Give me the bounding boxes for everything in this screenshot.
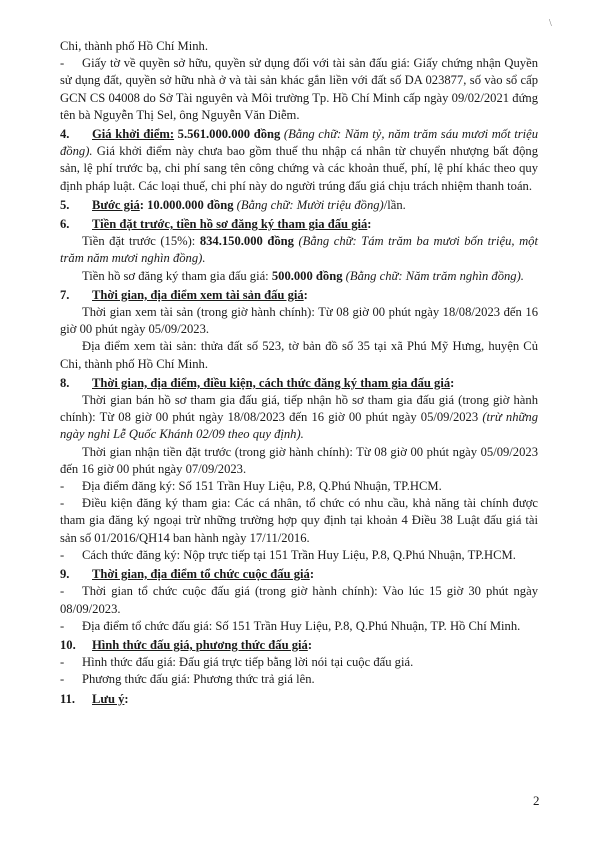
section-8-heading [60, 375, 538, 392]
section-5-heading [60, 197, 538, 214]
section-colon: : [303, 287, 308, 302]
section-title: Giá khởi điểm: [92, 127, 175, 142]
section-number: 6. [60, 217, 70, 232]
registration-method-item [60, 547, 538, 564]
section-title: Hình thức đấu giá, phương thức đấu giá [92, 637, 308, 652]
section-11-heading [60, 691, 538, 708]
bullet-dash: - [60, 56, 65, 71]
registration-location-item [60, 478, 538, 495]
price-step-tail: /lần. [383, 197, 406, 212]
dossier-sale-time-text: Thời gian bán hồ sơ tham gia đấu giá, tiếp nhận hồ sơ tham gia đấu giá (trong giờ hành chính): Từ 08 giờ 00 phút ngày 18/08/2023 đến 16 giờ 00 phút ngày 05/09/2023 [60, 393, 538, 425]
registration-fee-lead: Tiền hồ sơ đăng ký tham gia đấu giá: [82, 268, 272, 283]
auction-location-text: Địa điểm tổ chức đấu giá: Số 151 Trần Huy Liệu, P.8, Q.Phú Nhuận, TP. Hồ Chí Minh. [82, 618, 521, 633]
ownership-docs-text: Giấy tờ về quyền sở hữu, quyền sử dụng đối với tài sản đấu giá: Giấy chứng nhận Quyền sử dụng đất, quyền sở hữu nhà ở và tài sản khác gắn liền với đất số DA 023877, số vào sổ cấp GCN CS 04008 do Sở Tài nguyên và Môi trường Tp. Hồ Chí Minh cấp ngày 09/02/2021 đứng tên bà Nguyễn Thị Sel, ông Nguyễn Văn Diễm. [60, 56, 538, 122]
bullet-dash: - [60, 672, 65, 687]
section-number: 9. [60, 567, 70, 582]
section-10-heading [60, 637, 538, 654]
paragraph-location-continued: Chi, thành phố Hồ Chí Minh. [60, 39, 208, 53]
viewing-location-item: Địa điểm xem tài sản: thửa đất số 523, tờ bản đồ số 35 tại xã Phú Mỹ Hưng, huyện Củ Chi, thành phố Hồ Chí Minh. [60, 339, 538, 371]
section-colon: : [309, 567, 315, 582]
price-step-words: (Bằng chữ: Mười triệu đồng) [233, 197, 384, 212]
paragraph-ownership-docs [60, 55, 538, 124]
auction-location-item [60, 618, 538, 635]
corner-mark: \ [549, 18, 552, 29]
dossier-sale-time-item [60, 392, 538, 444]
registration-conditions-item [60, 495, 538, 547]
dossier-sale-time-note: (trừ những ngày nghỉ Lễ Quốc Khánh 02/09 theo quy định). [60, 410, 538, 442]
deposit-lead: Tiền đặt trước (15%): [82, 234, 200, 249]
starting-price-words: (Bằng chữ: Năm tỷ, năm trăm sáu mươi mốt triệu đồng). [60, 127, 538, 159]
section-number: 5. [60, 197, 70, 212]
section-colon: : [307, 637, 313, 652]
section-9-heading [60, 566, 538, 583]
page-number: 2 [533, 793, 540, 808]
deposit-receipt-time-item: Thời gian nhận tiền đặt trước (trong giờ hành chính): Từ 08 giờ 00 phút ngày 05/09/2023 đến 16 giờ 00 phút ngày 07/09/2023. [60, 444, 538, 476]
deposit-words: (Bằng chữ: Tám trăm ba mươi bốn triệu, một trăm năm mươi nghìn đồng). [60, 234, 538, 266]
registration-location-text: Địa điểm đăng ký: Số 151 Trần Huy Liệu, P.8, Q.Phú Nhuận, TP.HCM. [82, 479, 442, 494]
registration-conditions-text: Điều kiện đăng ký tham gia: Các cá nhân, tổ chức có nhu cầu, khả năng tài chính được tham gia đăng ký ngoại trừ những trường hợp quy định tại khoản 4 Điều 38 Luật đấu giá tài sản số 01/2016/QH14 ban hành ngày 17/11/2016. [60, 496, 538, 545]
section-6-heading [60, 216, 538, 233]
section-colon: : [367, 217, 372, 232]
auction-time-item [60, 583, 538, 617]
starting-price-note: Giá khởi điểm này chưa bao gồm thuế thu nhập cá nhân từ chuyển nhượng bất động sản, lệ phí trước bạ, chi phí sang tên công chứng và các khoản thuế, phí, lệ phí khác theo quy định pháp luật. Các loại thuế, chi phí này do người trúng đấu giá chịu trách nhiệm thanh toán. [60, 144, 538, 193]
bullet-dash: - [60, 655, 65, 670]
deposit-item [60, 233, 538, 267]
deposit-value: 834.150.000 đồng [199, 234, 294, 249]
registration-method-text: Cách thức đăng ký: Nộp trực tiếp tại 151 Trần Huy Liệu, P.8, Q.Phú Nhuận, TP.HCM. [82, 547, 516, 562]
auction-method-text: Phương thức đấu giá: Phương thức trả giá lên. [82, 672, 315, 687]
section-colon: : [124, 691, 129, 706]
registration-fee-words: (Bằng chữ: Năm trăm nghìn đồng). [342, 268, 524, 283]
section-title: Thời gian, địa điểm tổ chức cuộc đấu giá [92, 567, 310, 582]
registration-fee-value: 500.000 đồng [271, 268, 343, 283]
auction-time-text: Thời gian tổ chức cuộc đấu giá (trong giờ hành chính): Vào lúc 15 giờ 30 phút ngày 08/09/2023. [60, 584, 538, 616]
section-number: 11. [60, 691, 76, 706]
section-number: 8. [60, 375, 70, 390]
viewing-time-item: Thời gian xem tài sản (trong giờ hành chính): Từ 08 giờ 00 phút ngày 18/08/2023 đến 16 giờ 00 phút ngày 05/09/2023. [60, 305, 538, 337]
bullet-dash: - [60, 584, 65, 599]
starting-price-value: 5.561.000.000 đồng [174, 127, 281, 142]
bullet-dash: - [60, 547, 65, 562]
section-7-heading [60, 287, 538, 304]
bullet-dash: - [60, 479, 65, 494]
section-title: Bước giá [92, 197, 140, 212]
document-page [60, 38, 538, 708]
section-number: 10. [60, 637, 76, 652]
section-title: Tiền đặt trước, tiền hồ sơ đăng ký tham gia đấu giá [92, 217, 368, 232]
section-title: Lưu ý [92, 691, 125, 706]
bullet-dash: - [60, 618, 65, 633]
section-colon: : [450, 375, 455, 390]
auction-form-item [60, 654, 538, 671]
section-number: 4. [60, 127, 70, 142]
section-title: Thời gian, địa điểm xem tài sản đấu giá [92, 287, 304, 302]
bullet-dash: - [60, 496, 65, 511]
section-title: Thời gian, địa điểm, điều kiện, cách thức đăng ký tham gia đấu giá [92, 375, 451, 390]
price-step-value: : 10.000.000 đồng [139, 197, 234, 212]
auction-method-item [60, 671, 538, 688]
auction-form-text: Hình thức đấu giá: Đấu giá trực tiếp bằng lời nói tại cuộc đấu giá. [82, 655, 414, 670]
registration-fee-item [60, 268, 538, 285]
section-4-heading [60, 126, 538, 195]
section-number: 7. [60, 287, 70, 302]
